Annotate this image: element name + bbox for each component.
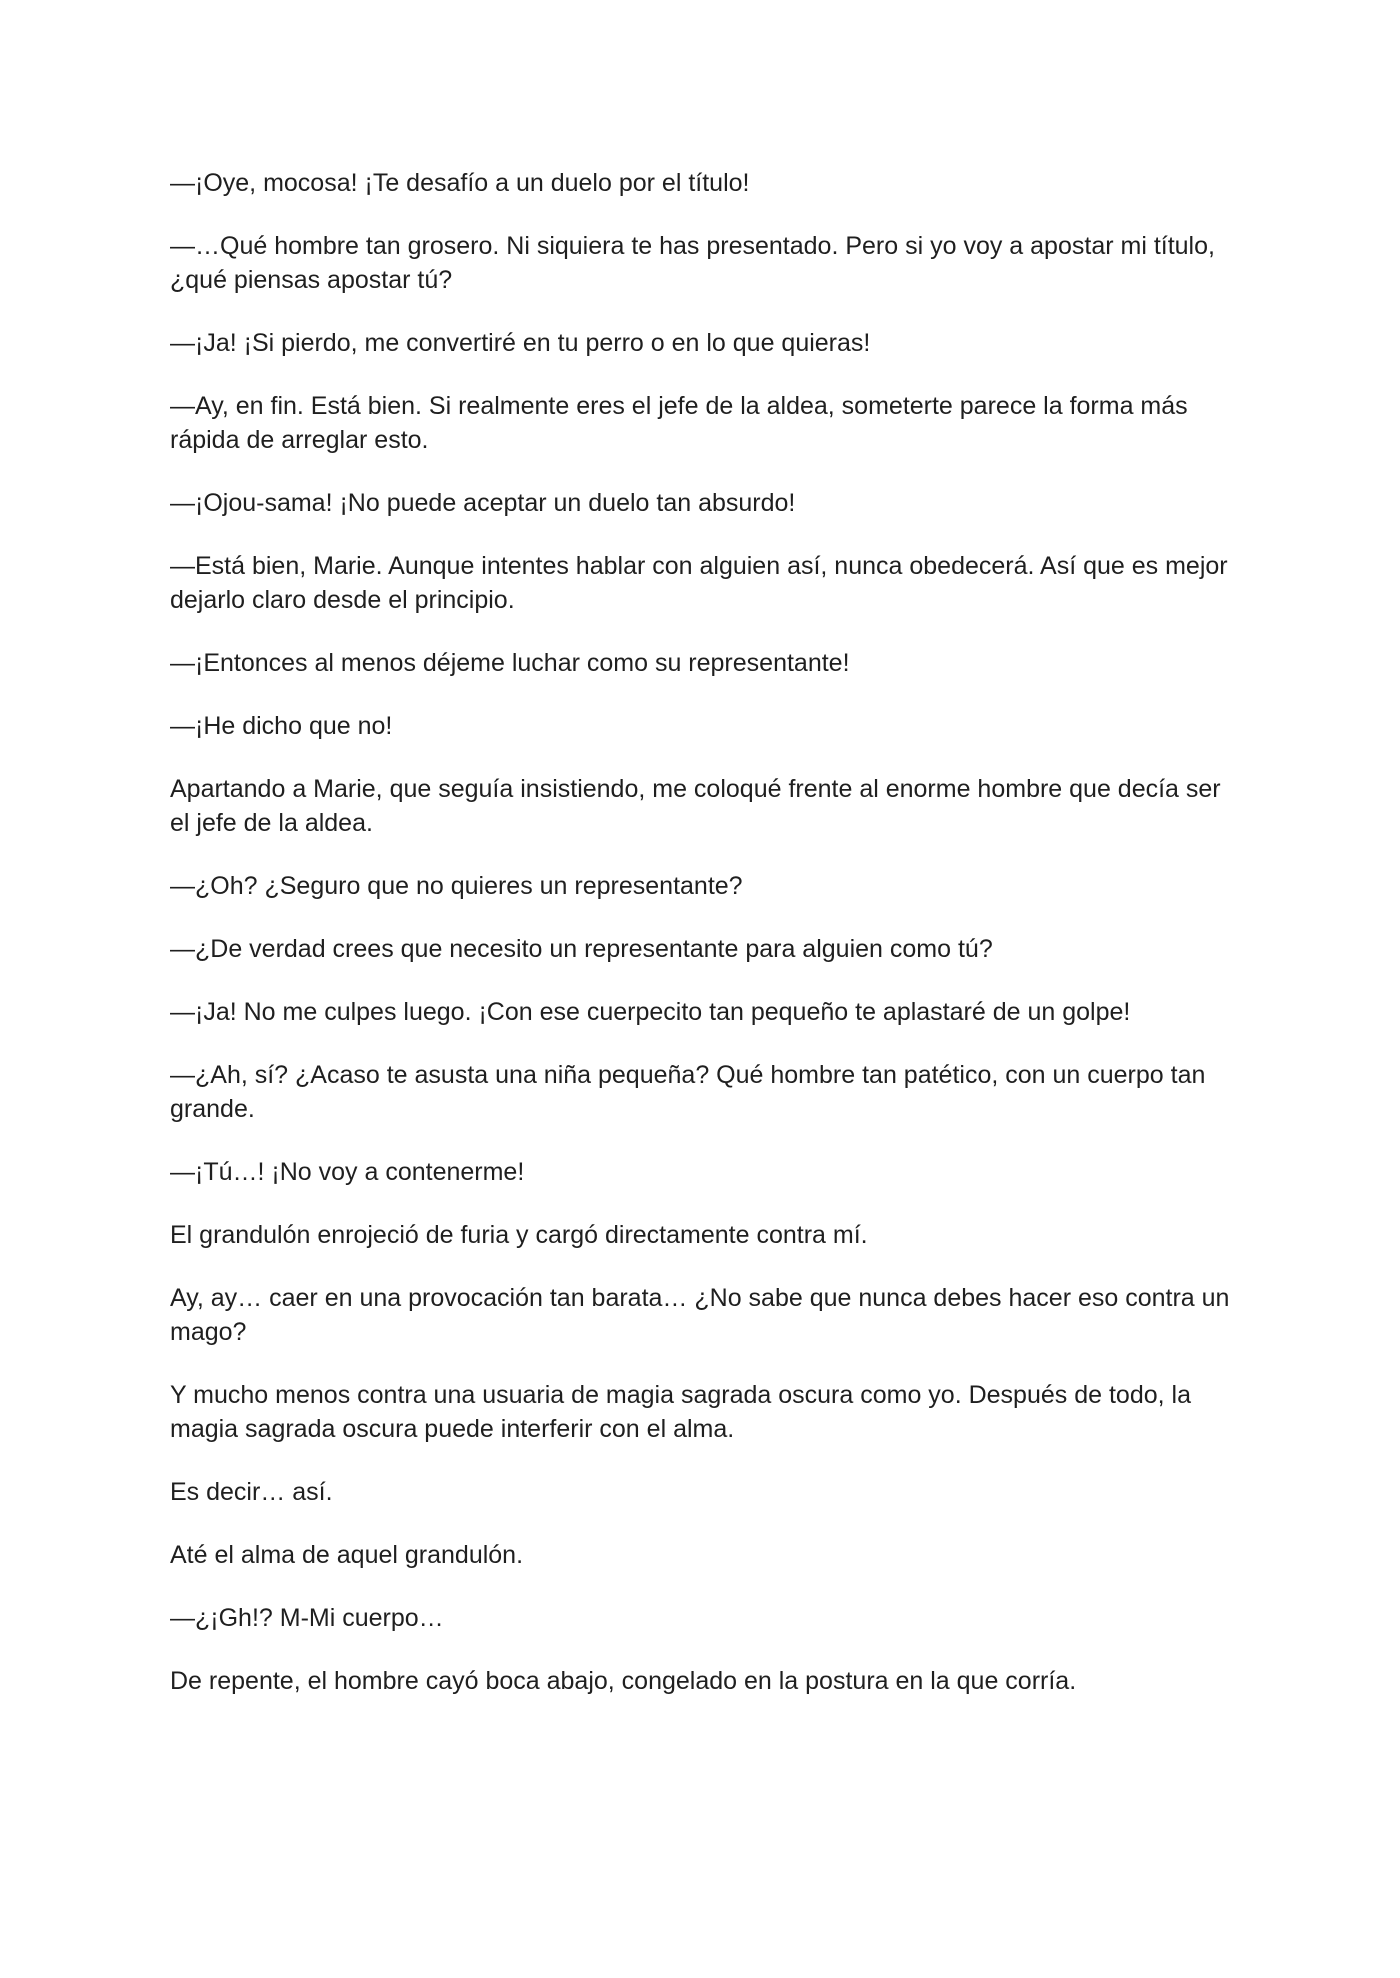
paragraph: —¿De verdad crees que necesito un representante para alguien como tú? <box>170 935 993 963</box>
paragraph: —¿Oh? ¿Seguro que no quieres un representante? <box>170 872 743 900</box>
paragraph: —¡Ja! ¡Si pierdo, me convertiré en tu perro o en lo que quieras! <box>170 329 871 357</box>
paragraph: —¡Oye, mocosa! ¡Te desafío a un duelo por el título! <box>170 169 750 197</box>
paragraph: —¿Ah, sí? ¿Acaso te asusta una niña pequeña? Qué hombre tan patético, con un cuerpo tan grande. <box>170 1061 1206 1123</box>
paragraph: —Ay, en fin. Está bien. Si realmente eres el jefe de la aldea, someterte parece la forma más rápida de arreglar esto. <box>170 392 1188 454</box>
paragraph: —¡Ojou-sama! ¡No puede aceptar un duelo tan absurdo! <box>170 489 796 517</box>
paragraph: —¿¡Gh!? M-Mi cuerpo… <box>170 1604 444 1632</box>
document-body <box>170 166 1245 1727</box>
paragraph: Até el alma de aquel grandulón. <box>170 1541 524 1569</box>
paragraph: —Está bien, Marie. Aunque intentes hablar con alguien así, nunca obedecerá. Así que es mejor dejarlo claro desde el principio. <box>170 552 1228 614</box>
paragraph: De repente, el hombre cayó boca abajo, congelado en la postura en la que corría. <box>170 1667 1077 1695</box>
paragraph: —…Qué hombre tan grosero. Ni siquiera te has presentado. Pero si yo voy a apostar mi título, ¿qué piensas apostar tú? <box>170 232 1215 294</box>
paragraph: Y mucho menos contra una usuaria de magia sagrada oscura como yo. Después de todo, la magia sagrada oscura puede interferir con el alma. <box>170 1381 1191 1443</box>
paragraph: Ay, ay… caer en una provocación tan barata… ¿No sabe que nunca debes hacer eso contra un mago? <box>170 1284 1230 1346</box>
paragraph: —¡Entonces al menos déjeme luchar como su representante! <box>170 649 850 677</box>
paragraph: Apartando a Marie, que seguía insistiendo, me coloqué frente al enorme hombre que decía ser el jefe de la aldea. <box>170 775 1221 837</box>
paragraph: —¡Ja! No me culpes luego. ¡Con ese cuerpecito tan pequeño te aplastaré de un golpe! <box>170 998 1131 1026</box>
paragraph: El grandulón enrojeció de furia y cargó directamente contra mí. <box>170 1221 868 1249</box>
paragraph: —¡He dicho que no! <box>170 712 393 740</box>
paragraph: —¡Tú…! ¡No voy a contenerme! <box>170 1158 525 1186</box>
paragraph: Es decir… así. <box>170 1478 333 1506</box>
